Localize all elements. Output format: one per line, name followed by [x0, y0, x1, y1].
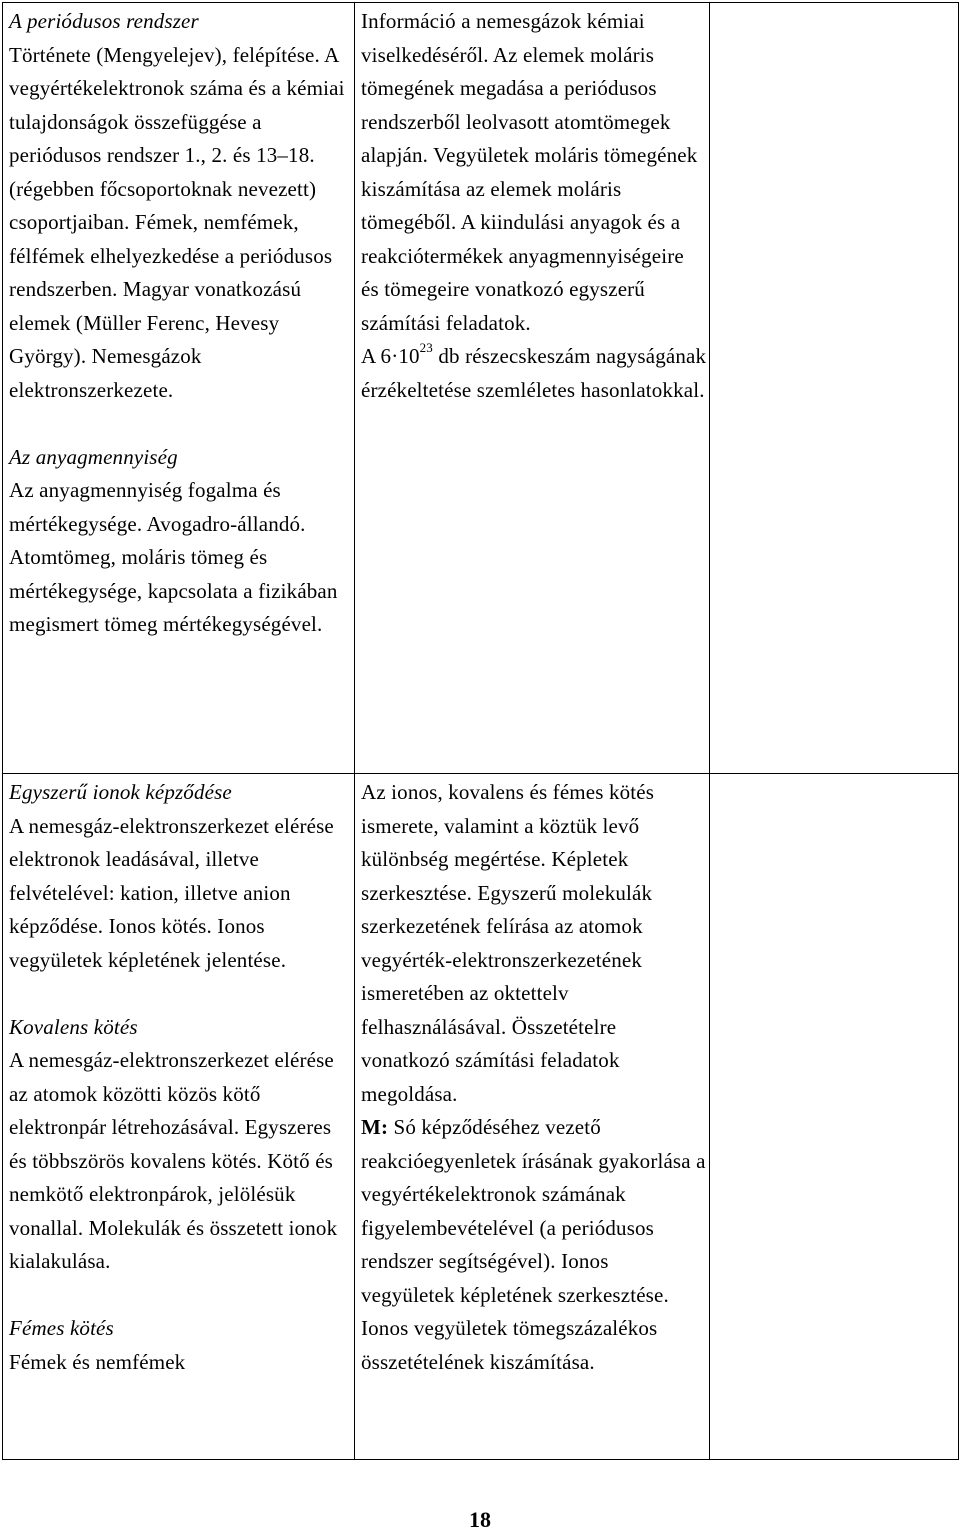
section-heading-amount-of-substance: Az anyagmennyiség [9, 444, 178, 469]
m-activity-body: Só képződéséhez vezető reakcióegyenletek írásának gyakorlása a vegyértékelektronok számának figyelembevételével (a periódusos rendszer segítségével). Ionos vegyületek képletének szerkesztése. Ionos vegyületek tömegszázalékos összetételének kiszámítása. [361, 1115, 706, 1374]
empty-cell [710, 3, 959, 774]
m-activity-text [361, 1111, 707, 1379]
activities-cell [355, 3, 710, 774]
section-text-amount-of-substance: Az anyagmennyiség fogalma és mértékegysége. Avogadro-állandó. Atomtömeg, moláris tömeg és mértékegysége, kapcsolata a fizikában megismert tömeg mértékegységével. [9, 478, 338, 636]
activities-cell [355, 774, 710, 1460]
section-text-periodic-system: Története (Mengyelejev), felépítése. A vegyértékelektronok száma és a kémiai tulajdonságok összefüggése a periódusos rendszer 1., 2. és 13–18. (régebben főcsoportoknak nevezett) csoportjaiban. Fémek, nemfémek, félfémek elhelyezkedése a periódusos rendszerben. Magyar vonatkozású elemek (Müller Ferenc, Hevesy György). Nemesgázok elektronszerkezete. [9, 42, 345, 402]
avogadro-text [361, 340, 707, 407]
activities-text: Az ionos, kovalens és fémes kötés ismerete, valamint a köztük levő különbség megértése. Képletek szerkesztése. Egyszerű molekulák szerkezetének felírása az atomok vegyérték-elektronszerkezetének ismeretében az oktettelv felhasználásával. Összetételre vonatkozó számítási feladatok megoldása. [361, 780, 655, 1106]
section-text-covalent-bond: A nemesgáz-elektronszerkezet elérése az atomok közötti közös kötő elektronpár létrehozásával. Egyszeres és többszörös kovalens kötés. Kötő és nemkötő elektronpárok, jelölésük vonallal. Molekulák és összetett ionok kialakulása. [9, 1048, 338, 1273]
table-row [3, 3, 959, 774]
section-text-metallic-bond: Fémek és nemfémek [9, 1349, 186, 1374]
table-row [3, 774, 959, 1460]
section-heading-metallic-bond: Fémes kötés [9, 1316, 114, 1340]
page-number: 18 [469, 1507, 491, 1532]
avogadro-exponent: 23 [419, 340, 433, 355]
section-heading-periodic-system: A periódusos rendszer [9, 9, 199, 33]
curriculum-table [2, 2, 959, 1460]
section-heading-simple-ions: Egyszerű ionok képződése [9, 780, 232, 804]
m-label: M: [361, 1115, 389, 1139]
content-cell [3, 774, 355, 1460]
avogadro-suffix: db részecskeszám nagyságának érzékeltetése szemléletes hasonlatokkal. [361, 344, 707, 402]
section-text-simple-ions: A nemesgáz-elektronszerkezet elérése elektronok leadásával, illetve felvételével: kation, illetve anion képződése. Ionos kötés. Ionos vegyületek képletének jelentése. [9, 813, 334, 972]
activities-text: Információ a nemesgázok kémiai viselkedéséről. Az elemek moláris tömegének megadása a periódusos rendszerből leolvasott atomtömegek alapján. Vegyületek moláris tömegének kiszámítása az elemek moláris tömegéből. A kiindulási anyagok és a reakciótermékek anyagmennyiségeire és tömegeire vonatkozó egyszerű számítási feladatok. [361, 9, 698, 335]
section-heading-covalent-bond: Kovalens kötés [9, 1014, 138, 1039]
empty-cell [710, 774, 959, 1460]
avogadro-prefix: A 6·10 [361, 344, 420, 368]
content-cell [3, 3, 355, 774]
